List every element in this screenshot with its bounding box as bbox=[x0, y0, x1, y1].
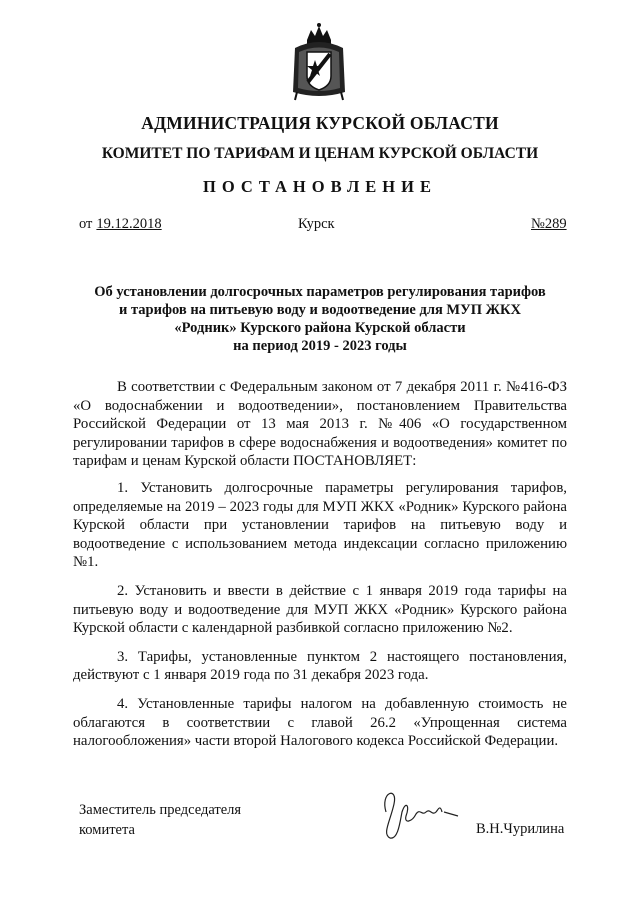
document-date bbox=[79, 216, 162, 233]
item-4-paragraph: 4. Установленные тарифы налогом на добавленную стоимость не облагаются в соответствии с главой 26.2 «Упрощенная система налогообложения» части второй Налогового кодекса Российской Федерации. bbox=[73, 695, 567, 750]
signatory-name: В.Н.Чурилина bbox=[476, 821, 565, 837]
title-line-3: «Родник» Курского района Курской области bbox=[174, 320, 466, 336]
title-line-4: на период 2019 - 2023 годы bbox=[233, 338, 407, 354]
item-3-paragraph: 3. Тарифы, установленные пунктом 2 настоящего постановления, действуют с 1 января 2019 года по 31 декабря 2023 года. bbox=[73, 648, 567, 684]
document-type: ПОСТАНОВЛЕНИЕ bbox=[203, 177, 437, 196]
document-city: Курск bbox=[298, 216, 335, 232]
date-value: 19.12.2018 bbox=[96, 216, 162, 232]
position-line-2: комитета bbox=[79, 822, 135, 838]
item-2-paragraph: 2. Установить и ввести в действие с 1 января 2019 года тарифы на питьевую воду и водоотведение для МУП ЖКХ «Родник» Курского района Курской области с календарной разбивкой согласно приложению №2. bbox=[73, 582, 567, 637]
handwritten-signature bbox=[376, 782, 466, 842]
title-line-2: и тарифов на питьевую воду и водоотведение для МУП ЖКХ bbox=[119, 302, 521, 318]
intro-paragraph: В соответствии с Федеральным законом от 7 декабря 2011 г. №416-ФЗ «О водоснабжении и водоотведении», постановлением Правительства Российской Федерации от 13 мая 2013 г. №406 «О государственном регулировании тарифов в сфере водоснабжения и водоотведения» комитет по тарифам и ценам Курской области ПОСТАНОВЛЯЕТ: bbox=[73, 379, 567, 470]
document-title bbox=[70, 283, 570, 355]
item-1-paragraph: 1. Установить долгосрочные параметры регулирования тарифов, определяемые на 2019 – 2023 годы для МУП ЖКХ «Родник» Курского района Курской области при установлении тарифов на питьевую воду и водоотведение с использованием метода индексации согласно приложению №1. bbox=[73, 479, 567, 571]
title-line-1: Об установлении долгосрочных параметров регулирования тарифов bbox=[94, 284, 546, 300]
document-number: №289 bbox=[531, 216, 567, 232]
signatory-position bbox=[79, 800, 241, 840]
document-body bbox=[73, 378, 567, 761]
authority-name: АДМИНИСТРАЦИЯ КУРСКОЙ ОБЛАСТИ bbox=[141, 113, 499, 133]
committee-name: КОМИТЕТ ПО ТАРИФАМ И ЦЕНАМ КУРСКОЙ ОБЛАСТИ bbox=[101, 145, 539, 162]
coat-of-arms-icon bbox=[287, 22, 351, 102]
position-line-1: Заместитель председателя bbox=[79, 802, 242, 818]
date-label: от bbox=[79, 216, 93, 232]
